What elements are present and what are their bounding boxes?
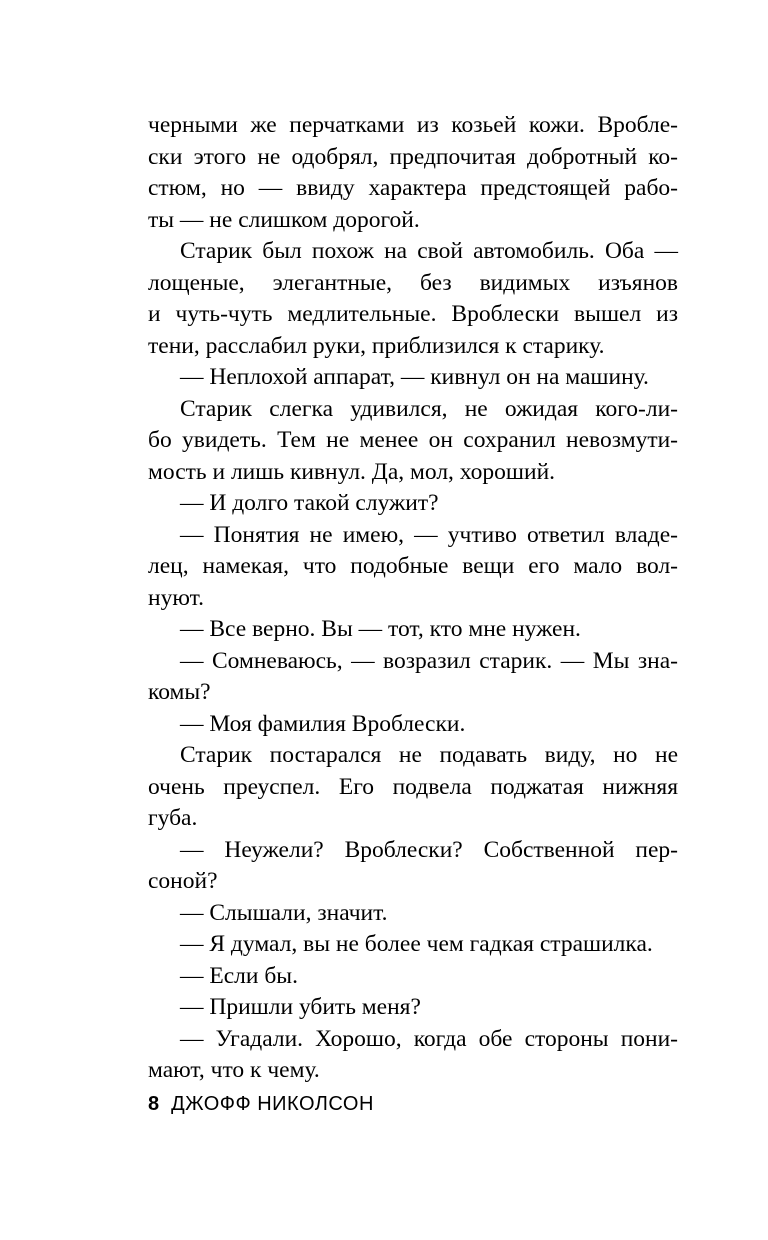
paragraph (148, 709, 678, 741)
text-line: и чуть-чуть медлительные. Вроблески вышел из (148, 301, 678, 327)
text-line: лец, намекая, что подобные вещи его мало вол- (148, 553, 678, 579)
paragraph (148, 394, 678, 489)
paragraph (148, 488, 678, 520)
text-line: черными же перчатками из козьей кожи. Вробле- (148, 112, 678, 138)
paragraph (148, 898, 678, 930)
text-line: ски этого не одобрял, предпочитая добротный ко- (148, 143, 678, 170)
body-text (148, 110, 678, 1087)
text-line: мают, что к чему. (148, 1057, 320, 1083)
paragraph (148, 835, 678, 898)
paragraph (148, 520, 678, 615)
text-line: — Понятия не имею, — учтиво ответил владе- (180, 521, 678, 548)
paragraph (148, 236, 678, 362)
text-line: губа. (148, 805, 198, 831)
paragraph (148, 929, 678, 961)
text-line: — Моя фамилия Вроблески. (180, 710, 466, 737)
text-line: мость и лишь кивнул. Да, мол, хороший. (148, 458, 556, 485)
text-line: — Сомневаюсь, — возразил старик. — Мы зна- (180, 647, 678, 674)
text-line: соной? (148, 868, 218, 894)
text-line: Старик был похож на свой автомобиль. Оба — (180, 238, 678, 264)
paragraph (148, 961, 678, 993)
text-line: тени, расслабил руки, приблизился к старику. (148, 332, 605, 359)
text-line: — Пришли убить меня? (180, 994, 421, 1020)
text-line: — Слышали, значит. (180, 899, 388, 926)
text-line: — Если бы. (180, 962, 298, 989)
text-line: комы? (148, 679, 211, 705)
paragraph (148, 992, 678, 1024)
paragraph (148, 646, 678, 709)
text-line: — И долго такой служит? (180, 490, 439, 516)
text-line: лощеные, элегантные, без видимых изъянов (148, 269, 678, 296)
paragraph (148, 614, 678, 646)
text-line: нуют. (148, 584, 204, 611)
paragraph (148, 740, 678, 835)
text-line: стюм, но — ввиду характера предстоящей рабо- (148, 175, 678, 201)
text-line: — Неплохой аппарат, — кивнул он на машину. (180, 364, 649, 390)
text-line: ты — не слишком дорогой. (148, 206, 420, 233)
text-line: — Я думал, вы не более чем гадкая страшилка. (180, 931, 653, 957)
running-head: ДЖОФФ НИКОЛСОН (171, 1093, 374, 1115)
text-line: бо увидеть. Тем не менее он сохранил невозмути- (148, 427, 678, 453)
paragraph (148, 362, 678, 394)
text-line: — Угадали. Хорошо, когда обе стороны пони- (180, 1025, 678, 1052)
text-line: Старик постарался не подавать виду, но не (180, 742, 678, 768)
page-number: 8 (148, 1093, 160, 1115)
paragraph (148, 110, 678, 236)
paragraph (148, 1024, 678, 1087)
text-line: — Все верно. Вы — тот, кто мне нужен. (180, 616, 581, 642)
text-line: очень преуспел. Его подвела поджатая нижняя (148, 773, 678, 800)
text-line: — Неужели? Вроблески? Собственной пер- (180, 836, 678, 863)
text-line: Старик слегка удивился, не ожидая кого-ли- (180, 395, 678, 422)
page-footer (148, 1090, 374, 1118)
